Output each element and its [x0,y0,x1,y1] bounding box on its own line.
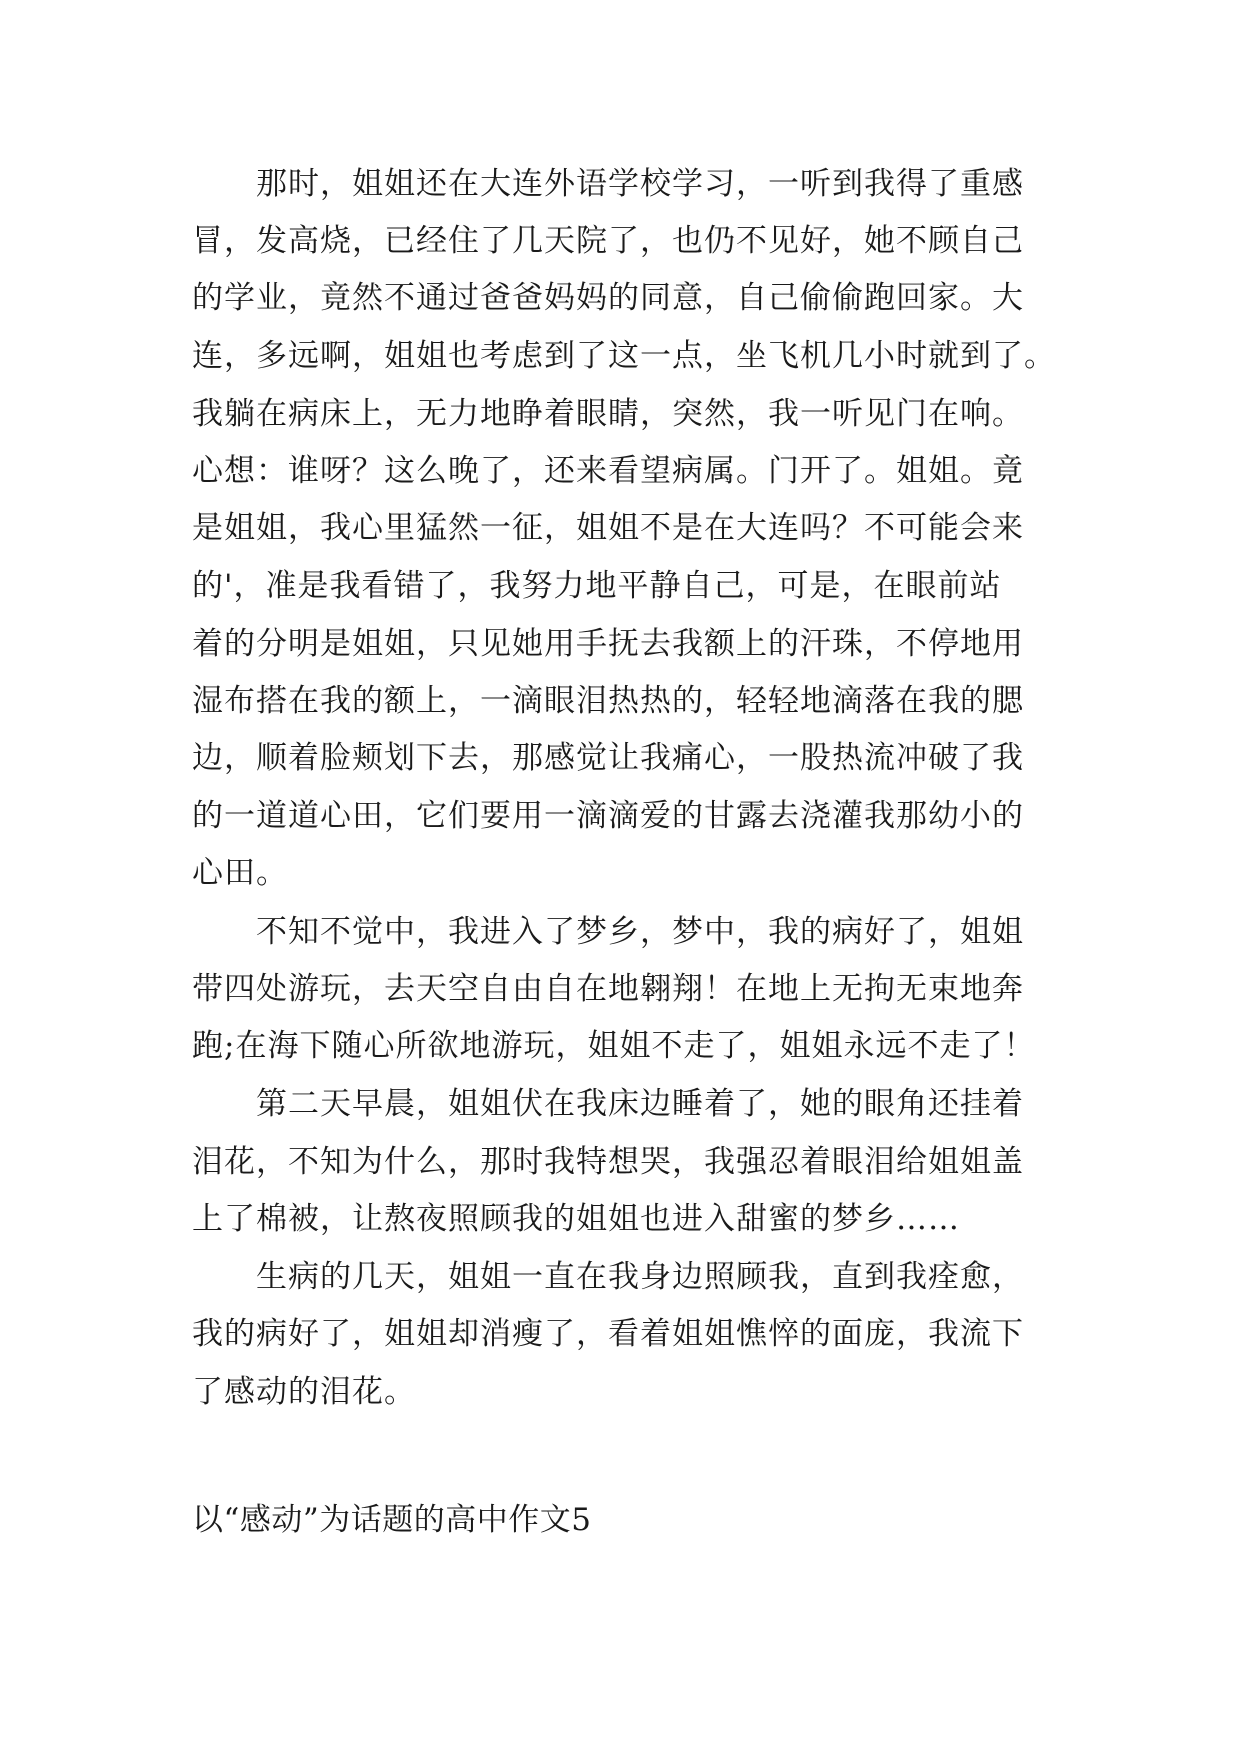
text-line: 边，顺着脸颊划下去，那感觉让我痛心，一股热流冲破了我 [192,740,1024,776]
text-line: 的'，准是我看错了，我努力地平静自己，可是，在眼前站 [192,568,1002,604]
text-line: 不知不觉中，我进入了梦乡，梦中，我的病好了，姐姐 [256,914,1024,950]
text-line: 我的病好了，姐姐却消瘦了，看着姐姐憔悴的面庞，我流下 [192,1316,1024,1352]
text-line: 的学业，竟然不通过爸爸妈妈的同意，自己偷偷跑回家。大 [192,280,1024,316]
text-line: 连，多远啊，姐姐也考虑到了这一点，坐飞机几小时就到了。 [192,338,1056,374]
text-line: 心田。 [192,855,288,891]
text-line: 我躺在病床上，无力地睁着眼睛，突然，我一听见门在响。 [192,396,1024,432]
text-line: 了感动的泪花。 [192,1374,416,1410]
text-line: 湿布搭在我的额上，一滴眼泪热热的，轻轻地滴落在我的腮 [192,683,1024,719]
text-line: 泪花，不知为什么，那时我特想哭，我强忍着眼泪给姐姐盖 [192,1144,1024,1180]
text-line: 那时，姐姐还在大连外语学校学习，一听到我得了重感 [256,166,1024,202]
text-line: 是姐姐，我心里猛然一征，姐姐不是在大连吗？不可能会来 [192,510,1024,546]
section-heading: 以“感动”为话题的高中作文5 [192,1502,592,1538]
text-line: 的一道道心田，它们要用一滴滴爱的甘露去浇灌我那幼小的 [192,798,1024,834]
text-line: 着的分明是姐姐，只见她用手抚去我额上的汗珠，不停地用 [192,626,1024,662]
text-line: 冒，发高烧，已经住了几天院了，也仍不见好，她不顾自己 [192,223,1024,259]
text-line: 跑;在海下随心所欲地游玩，姐姐不走了，姐姐永远不走了！ [192,1028,1036,1064]
text-line: 第二天早晨，姐姐伏在我床边睡着了，她的眼角还挂着 [256,1086,1024,1122]
text-line: 带四处游玩，去天空自由自在地翱翔！在地上无拘无束地奔 [192,971,1024,1007]
text-line: 心想：谁呀？这么晚了，还来看望病属。门开了。姐姐。竟 [192,453,1024,489]
text-line: 生病的几天，姐姐一直在我身边照顾我，直到我痊愈， [256,1259,1024,1295]
text-line: 上了棉被，让熬夜照顾我的姐姐也进入甜蜜的梦乡…… [192,1201,960,1237]
